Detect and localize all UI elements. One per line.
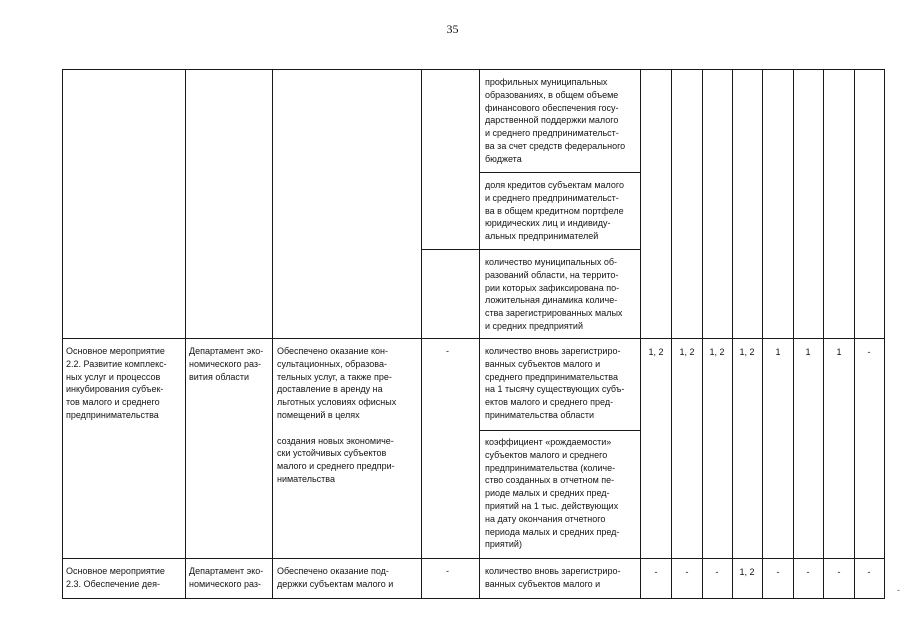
year-cell: 1, 2: [679, 347, 695, 357]
expected-result: Обеспечено оказание под- держки субъектам малого и: [277, 566, 394, 589]
year-cell: 1, 2: [648, 347, 664, 357]
indicator-text: количество вновь зарегистриро- ванных субъектов малого и среднего предпринимательства на 1 тысячу существующих субъ- ектов малого и среднего пред- принимательства области: [485, 346, 625, 420]
year-cell: -: [867, 347, 871, 357]
page-number: 35: [446, 22, 459, 36]
column-border: [640, 69, 641, 598]
activity-name: Основное мероприятие 2.2. Развитие комплекс- ных услуг и процессов инкубирования субъек- тов малого и среднего предпринимательства: [66, 346, 167, 420]
year-cell: -: [837, 567, 841, 577]
year-cell: -: [685, 567, 689, 577]
indicator-text: количество вновь зарегистриро- ванных субъектов малого и: [485, 566, 621, 589]
dash-cell: -: [446, 566, 449, 576]
column-border: [62, 69, 63, 598]
year-cell: -: [806, 567, 810, 577]
column-border: [793, 69, 794, 598]
column-border: [479, 69, 480, 598]
indicator-text: коэффициент «рождаемости» субъектов малого и среднего предпринимательства (количе- ство созданных в отчетном пе- риоде малых и средних пред- приятий на 1 тыс. действующих на дату окончания отчетного периода малых и средних пред- приятий): [485, 437, 620, 550]
column-border: [421, 69, 422, 598]
indicator-divider: [479, 172, 640, 173]
year-cell: -: [715, 567, 719, 577]
executor-name: Департамент эко- номического раз- вития области: [189, 346, 264, 382]
column-border: [854, 69, 855, 598]
year-cell: 1: [775, 347, 781, 357]
indicator-divider: [479, 430, 640, 431]
year-cell: 1, 2: [739, 347, 755, 357]
column-border: [185, 69, 186, 598]
column-border: [884, 69, 885, 598]
column-border: [272, 69, 273, 598]
column-border: [762, 69, 763, 598]
year-cell: -: [867, 567, 871, 577]
column-border: [823, 69, 824, 598]
year-cell: -: [776, 567, 780, 577]
scan-edge-mark: -: [897, 585, 900, 595]
column-border: [671, 69, 672, 598]
expected-result: Обеспечено оказание кон- сультационных, образова- тельных услуг, а также пре- доставление в аренду на льготных условиях офисных помещений в целях создания новых экономиче- ски устойчивых субъектов малого и среднего предпри- нимательства: [277, 346, 397, 484]
indicator-text: профильных муниципальных образованиях, в общем объеме финансового обеспечения госу- дарственной поддержки малого и среднего предпринимательст- ва за счет средств федерального бюджета: [485, 77, 626, 164]
indicator-divider: [421, 249, 640, 250]
activity-name: Основное мероприятие 2.3. Обеспечение дея-: [66, 566, 165, 589]
year-cell: 1: [805, 347, 811, 357]
indicator-text: количество муниципальных об- разований области, на террито- рии которых зафиксирована по- ложительная динамика количе- ства зарегистрированных малых и средних предприятий: [485, 257, 623, 331]
column-border: [732, 69, 733, 598]
dash-cell: -: [446, 346, 449, 356]
year-cell: 1, 2: [709, 347, 725, 357]
year-cell: 1, 2: [739, 567, 755, 577]
indicator-text: доля кредитов субъектам малого и среднего предпринимательст- ва в общем кредитном портфеле юридических лиц и индивиду- альных предпринимателей: [485, 180, 625, 242]
executor-name: Департамент эко- номического раз-: [189, 566, 264, 589]
year-cell: 1: [836, 347, 842, 357]
table-bottom-border: [62, 598, 885, 599]
column-border: [702, 69, 703, 598]
year-cell: -: [654, 567, 658, 577]
